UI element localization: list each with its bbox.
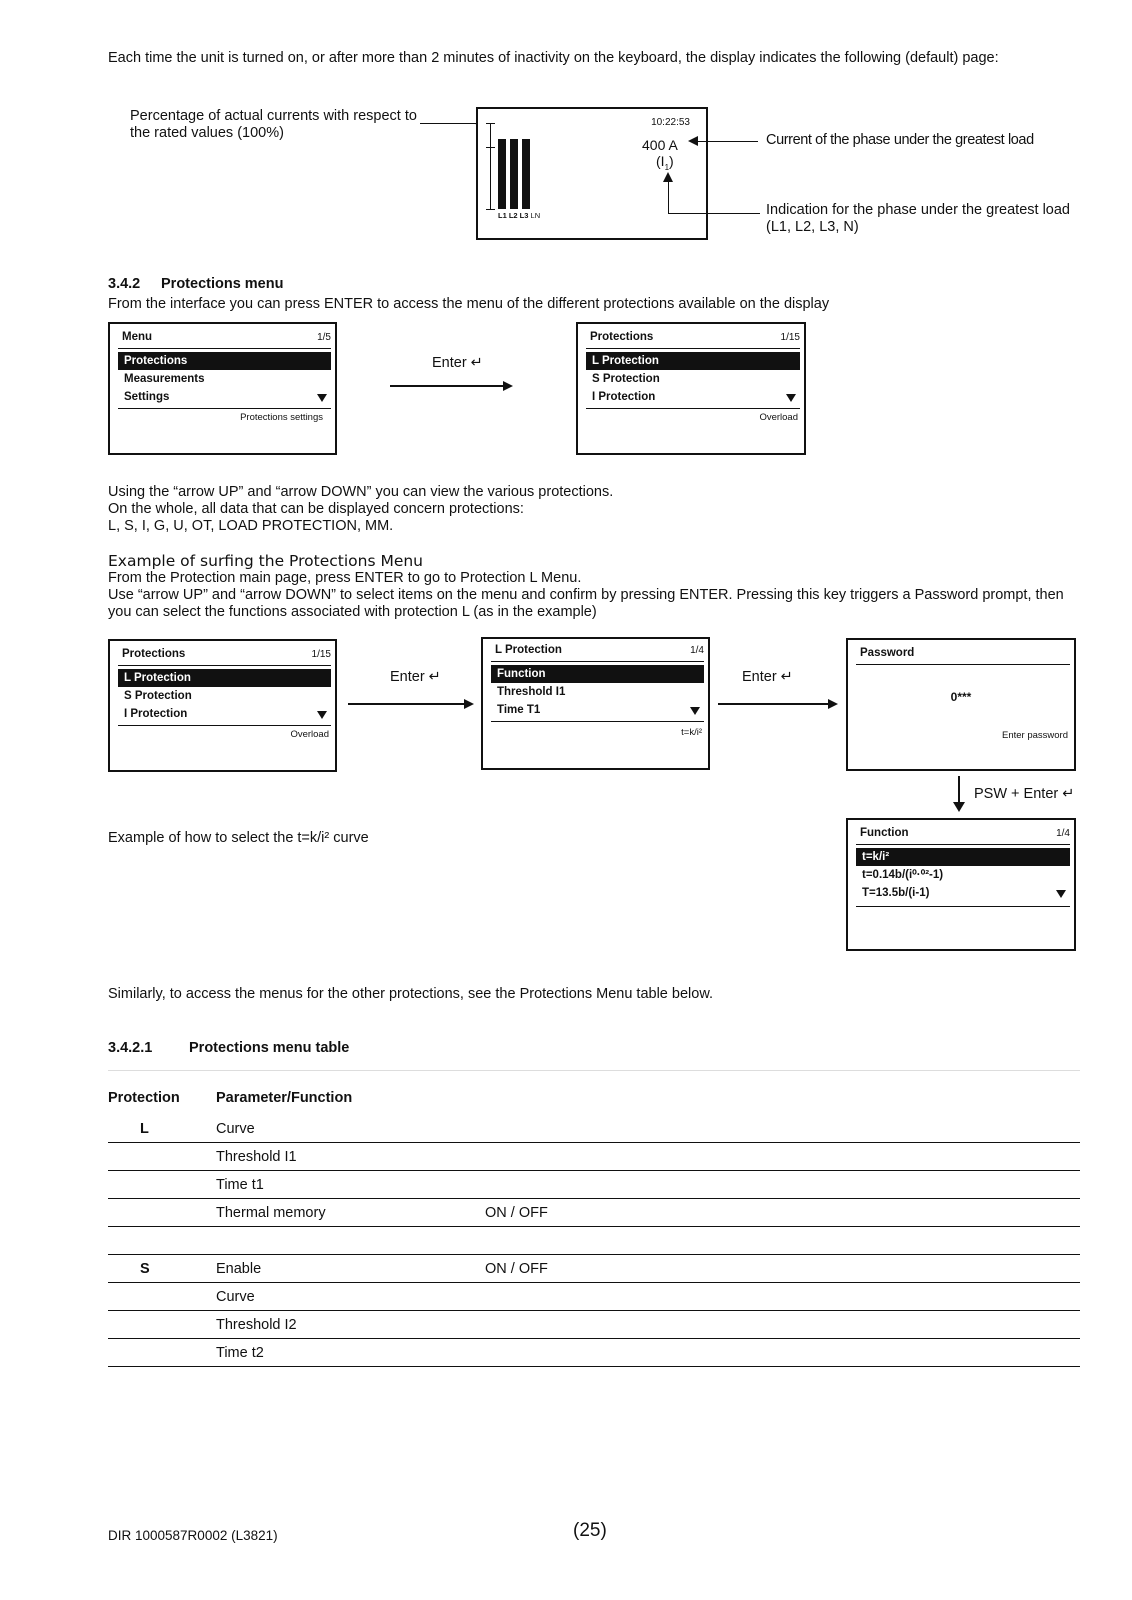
lcd-l-protection: [481, 637, 710, 770]
lcd-divider: [118, 725, 331, 726]
section-text: From the interface you can press ENTER to access the menu of the different protections available on the display: [108, 296, 830, 312]
example-line-2: Use “arrow UP” and “arrow DOWN” to select items on the menu and confirm by pressing ENTER. Pressing this key triggers a Password prompt, then you can select the functions associated with protection L (as in the example): [108, 587, 1064, 620]
table-cell-protection: S: [140, 1261, 150, 1277]
bar-l3: [522, 139, 530, 209]
table-cell-parameter: Threshold I1: [216, 1149, 297, 1165]
lcd-title: Password: [860, 647, 915, 659]
scale-tick-mid: [486, 147, 495, 148]
table-cell-parameter: Enable: [216, 1261, 262, 1277]
menu-item-threshold-i1[interactable]: Threshold I1: [497, 686, 566, 698]
table-cell-parameter: Time t1: [216, 1177, 264, 1193]
table-row: [108, 1170, 1080, 1199]
lcd-title: Function: [860, 827, 909, 839]
arrows-text-3: L, S, I, G, U, OT, LOAD PROTECTION, MM.: [108, 518, 394, 534]
example-line-1: From the Protection main page, press ENTER to go to Protection L Menu.: [108, 570, 582, 586]
lcd-password: [846, 638, 1076, 771]
table-cell-parameter: Time t2: [216, 1345, 264, 1361]
lcd-divider: [586, 348, 800, 349]
arrow-right-icon: [828, 699, 838, 709]
callout-percentage: Percentage of actual currents with respect to the rated values (100%): [130, 108, 417, 141]
scroll-down-icon: [317, 711, 327, 719]
menu-item-function[interactable]: Function: [491, 665, 704, 683]
password-value[interactable]: 0***: [950, 690, 972, 704]
lcd-page: 1/5: [317, 332, 331, 343]
display-phase: $(I_1)$: [656, 153, 674, 172]
callout-line: [420, 123, 476, 124]
table-row: [108, 1282, 1080, 1311]
page-number: (25): [573, 1520, 607, 1541]
lcd-footer: Enter password: [1001, 730, 1068, 741]
lcd-title: L Protection: [495, 644, 562, 656]
menu-item-settings[interactable]: Settings: [124, 391, 170, 403]
psw-enter-label: PSW + Enter ↵: [974, 786, 1075, 802]
bar-l1: [498, 139, 506, 209]
table-top-rule: [108, 1070, 1080, 1071]
lcd-divider: [491, 721, 704, 722]
subsection-number: 3.4.2.1: [108, 1040, 153, 1056]
display-time: 10:22:53: [651, 117, 690, 128]
table-header-parameter: Parameter/Function: [216, 1090, 353, 1106]
scroll-down-icon: [1056, 890, 1066, 898]
scroll-down-icon: [786, 394, 796, 402]
table-cell-parameter: Curve: [216, 1289, 255, 1305]
table-row: [108, 1114, 1080, 1143]
table-cell-parameter: Threshold I2: [216, 1317, 297, 1333]
arrows-text-2: On the whole, all data that can be displayed concern protections:: [108, 501, 524, 517]
table-row: [108, 1254, 1080, 1283]
table-cell-protection: L: [140, 1121, 149, 1137]
menu-item-time-t1[interactable]: Time T1: [497, 704, 541, 716]
scroll-down-icon: [317, 394, 327, 402]
lcd-title: Protections: [122, 648, 186, 660]
function-item-tk-i2[interactable]: t=k/i²: [856, 848, 1070, 866]
lcd-footer: Overload: [759, 412, 798, 423]
enter-label: Enter ↵: [432, 355, 483, 371]
subsection-title: Protections menu table: [189, 1040, 350, 1056]
menu-item-l-protection[interactable]: L Protection: [118, 669, 331, 687]
similarly-text: Similarly, to access the menus for the other protections, see the Protections Menu table below.: [108, 986, 714, 1002]
curve-example-text: Example of how to select the t=k/i² curve: [108, 830, 369, 846]
function-item-iec-si[interactable]: t=0.14b/(i⁰·⁰²-1): [862, 869, 944, 881]
arrow-right-icon: [503, 381, 513, 391]
lcd-footer: Overload: [290, 729, 329, 740]
arrow-down-icon: [953, 802, 965, 812]
arrow-right-icon: [464, 699, 474, 709]
table-row: [108, 1310, 1080, 1339]
menu-item-i-protection[interactable]: I Protection: [124, 708, 188, 720]
lcd-page: 1/15: [311, 649, 331, 660]
table-header-protection: Protection: [108, 1090, 180, 1106]
function-item-iec-vi[interactable]: T=13.5b/(i-1): [862, 887, 930, 899]
table-cell-parameter: Thermal memory: [216, 1205, 326, 1221]
scroll-down-icon: [690, 707, 700, 715]
current-bars: [498, 139, 538, 209]
table-row: [108, 1338, 1080, 1367]
bar-l2: [510, 139, 518, 209]
lcd-function: [846, 818, 1076, 951]
lcd-menu: [108, 322, 337, 455]
doc-number: DIR 1000587R0002 (L3821): [108, 1528, 278, 1543]
lcd-divider: [586, 408, 800, 409]
table-cell-value: ON / OFF: [485, 1261, 548, 1277]
callout-line-phase-h: [668, 213, 760, 214]
lcd-protections-2: [108, 639, 337, 772]
lcd-footer: Protections settings: [240, 412, 323, 423]
callout-line-current: [698, 141, 758, 142]
lcd-divider: [856, 664, 1070, 665]
menu-item-measurements[interactable]: Measurements: [124, 373, 205, 385]
arrows-text-1: Using the “arrow UP” and “arrow DOWN” you can view the various protections.: [108, 484, 614, 500]
enter-label: Enter ↵: [390, 669, 441, 685]
arrow-current: [688, 136, 698, 146]
lcd-divider: [118, 665, 331, 666]
table-cell-value: ON / OFF: [485, 1205, 548, 1221]
scale-tick-bottom: [486, 209, 495, 210]
lcd-title: Menu: [122, 331, 153, 343]
lcd-page: 1/4: [690, 645, 704, 656]
lcd-footer: t=k/i²: [681, 727, 702, 738]
scale-line: [490, 123, 491, 209]
display-current: 400 A: [642, 137, 678, 153]
lcd-divider: [118, 348, 331, 349]
bar-labels: L1 L2 L3 LN: [498, 211, 541, 220]
lcd-protections: [576, 322, 806, 455]
lcd-divider: [856, 844, 1070, 845]
table-row: [108, 1198, 1080, 1227]
arrow-line: [390, 385, 505, 387]
table-row: [108, 1142, 1080, 1171]
section-number: 3.4.2: [108, 276, 141, 292]
lcd-divider: [491, 661, 704, 662]
menu-item-s-protection[interactable]: S Protection: [124, 690, 192, 702]
arrow-line: [348, 703, 466, 705]
enter-label: Enter ↵: [742, 669, 793, 685]
callout-phase: Indication for the phase under the greatest load (L1, L2, L3, N): [766, 202, 1070, 235]
lcd-title: Protections: [590, 331, 654, 343]
section-title: Protections menu: [161, 276, 284, 292]
lcd-page: 1/15: [780, 332, 800, 343]
arrow-line: [718, 703, 830, 705]
arrow-phase: [663, 172, 673, 182]
table-row: [108, 1226, 1080, 1255]
lcd-divider: [118, 408, 331, 409]
menu-item-s-protection[interactable]: S Protection: [592, 373, 660, 385]
intro-text: Each time the unit is turned on, or after more than 2 minutes of inactivity on the keyboard, the display indicates the following (default) page:: [108, 50, 999, 66]
table-cell-parameter: Curve: [216, 1121, 255, 1137]
menu-item-protections[interactable]: Protections: [118, 352, 331, 370]
scale-tick-top: [486, 123, 495, 124]
callout-current: Current of the phase under the greatest load: [766, 132, 1034, 148]
example-heading: Example of surfing the Protections Menu: [108, 552, 424, 570]
menu-item-l-protection[interactable]: L Protection: [586, 352, 800, 370]
arrow-down-line: [958, 776, 960, 804]
lcd-page: 1/4: [1056, 828, 1070, 839]
default-display-screen: [476, 107, 708, 240]
menu-item-i-protection[interactable]: I Protection: [592, 391, 656, 403]
lcd-divider: [856, 906, 1070, 907]
